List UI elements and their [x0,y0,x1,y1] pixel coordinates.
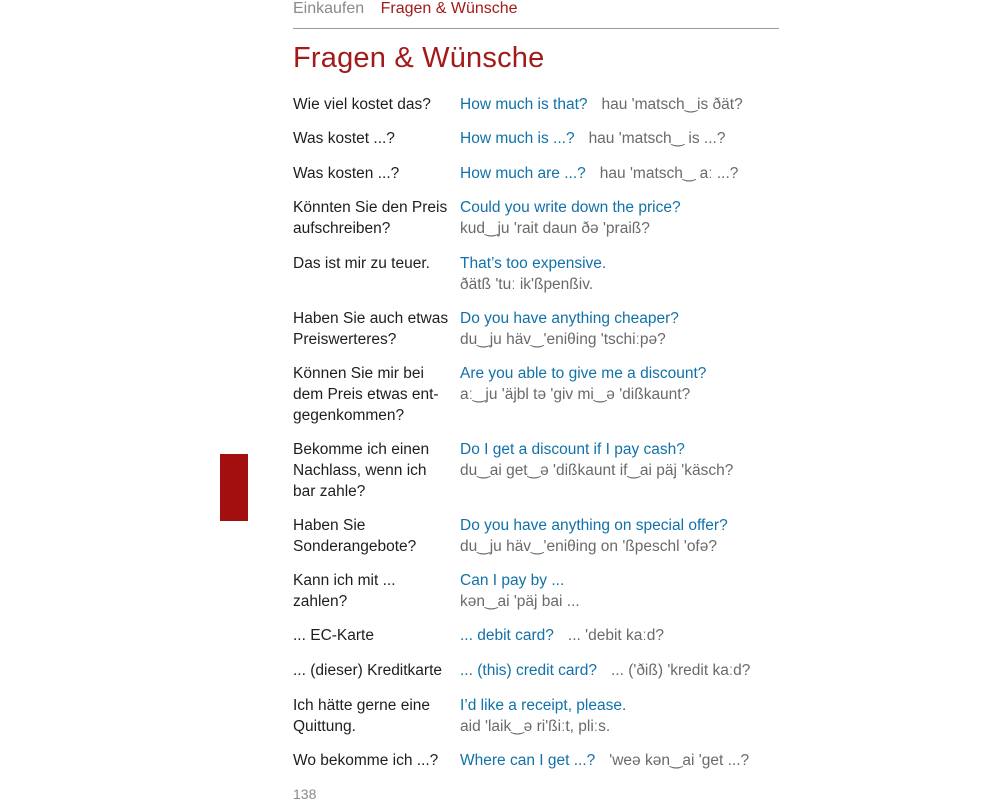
english-block [460,308,820,350]
german-phrase: ... (dieser) Kreditkarte [293,662,443,679]
german-phrase: Haben Sie auch etwas Preiswerteres? [293,310,449,348]
english-block [460,625,820,646]
pronunciation: ðätß 'tuː ik'ßpenßiv. [460,276,594,293]
english-block [460,750,820,771]
pronunciation: hau 'matsch‿ is ...? [588,130,726,147]
english-phrase: ... (this) credit card? [460,662,597,679]
breadcrumb-parent: Einkaufen [293,0,365,17]
english-phrase: Can I pay by ... [460,572,565,589]
chapter-thumb-tab [220,454,248,521]
german-phrase: Ich hätte gerne eine Quittung. [293,697,431,735]
german-phrase: Das ist mir zu teuer. [293,255,430,272]
pronunciation: du‿ju häv‿'eniθing 'tschiːpə? [460,331,666,348]
english-block [460,253,820,295]
page-title: Fragen & Wünsche [293,42,545,74]
german-phrase: Was kostet ...? [293,130,395,147]
pronunciation: hau 'matsch‿ aː ...? [599,165,739,182]
pronunciation: ... 'debit kaːd? [567,627,664,644]
english-block [460,128,820,149]
english-block [460,515,820,557]
german-phrase: Können Sie mir bei dem Preis etwas ent-gegenkommen? [293,365,439,424]
english-block [460,570,820,612]
pronunciation: aid 'laik‿ə ri'ßiːt, pliːs. [460,718,611,735]
english-block [460,163,820,184]
english-block [460,660,820,681]
german-phrase: Wie viel kostet das? [293,96,431,113]
german-phrase: Bekomme ich einen Nachlass, wenn ich bar zahle? [293,441,430,500]
english-phrase: Where can I get ...? [460,752,596,769]
german-phrase: Könnten Sie den Preis aufschreiben? [293,199,448,237]
german-phrase: Wo bekomme ich ...? [293,752,439,769]
english-phrase: Do you have anything on special offer? [460,517,728,534]
pronunciation: hau 'matsch‿is ðät? [601,96,743,113]
german-phrase: Haben Sie Sonderangebote? [293,517,417,555]
german-phrase: Kann ich mit ... zahlen? [293,572,396,610]
english-phrase: How much is ...? [460,130,575,147]
english-block [460,197,820,239]
english-block [460,695,820,737]
english-phrase: Are you able to give me a discount? [460,365,707,382]
english-phrase: How much are ...? [460,165,586,182]
german-phrase: ... EC-Karte [293,627,374,644]
english-phrase: That’s too expensive. [460,255,607,272]
pronunciation: 'weə kən‿ai 'get ...? [609,752,750,769]
page-number: 138 [293,786,317,802]
english-block [460,363,820,405]
english-phrase: How much is that? [460,96,588,113]
pronunciation: kən‿ai 'päj bai ... [460,593,580,610]
english-block [460,439,820,481]
pronunciation: kud‿ju 'rait daun ðə 'praiß? [460,220,650,237]
pronunciation: aː‿ju 'äjbl tə 'giv mi‿ə 'dißkaunt? [460,386,691,403]
english-phrase: Do I get a discount if I pay cash? [460,441,685,458]
pronunciation: du‿ai get‿ə 'dißkaunt if‿ai päj 'käsch? [460,462,734,479]
pronunciation: du‿ju häv‿'eniθing on 'ßpeschl 'ofə? [460,538,717,555]
english-phrase: I’d like a receipt, please. [460,697,627,714]
english-block [460,94,820,115]
pronunciation: ... ('ðiß) 'kredit kaːd? [610,662,751,679]
english-phrase: Could you write down the price? [460,199,681,216]
breadcrumb-current: Fragen & Wünsche [380,0,518,17]
english-phrase: ... debit card? [460,627,554,644]
german-phrase: Was kosten ...? [293,165,400,182]
english-phrase: Do you have anything cheaper? [460,310,679,327]
